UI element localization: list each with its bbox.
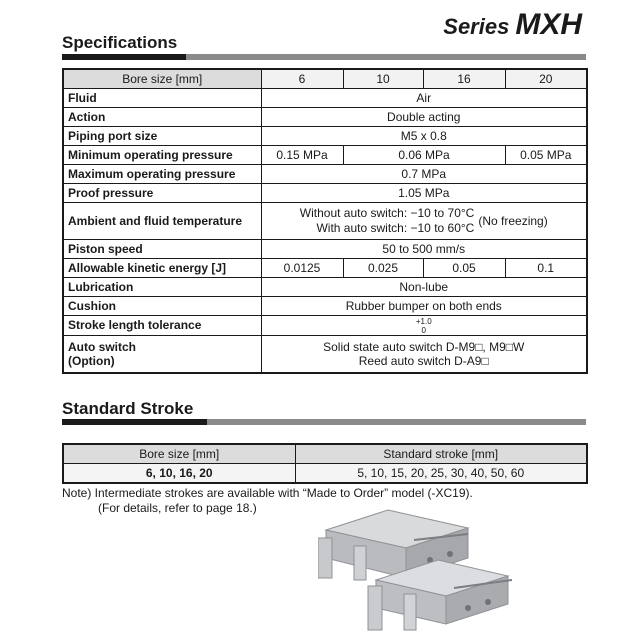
tolerance-upper: +1.0 [415, 316, 432, 326]
row-label: Lubrication [63, 278, 261, 297]
note-line: (For details, refer to page 18.) [98, 501, 257, 515]
table-row [63, 146, 587, 165]
note-line: Note) Intermediate strokes are available with “Made to Order” model (-XC19). [62, 486, 473, 500]
row-value: 50 to 500 mm/s [261, 240, 587, 259]
standard-stroke-title: Standard Stroke [62, 399, 194, 418]
reed-switch: Reed auto switch D-A9□ [358, 353, 489, 368]
table-row [63, 240, 587, 259]
row-label: Piping port size [63, 127, 261, 146]
table-row [63, 259, 587, 278]
stroke-values: 5, 10, 15, 20, 25, 30, 40, 50, 60 [295, 464, 587, 484]
section-divider [62, 419, 586, 425]
bore-20-header: 20 [505, 69, 587, 89]
row-value: 0.025 [343, 259, 423, 278]
row-value [261, 335, 587, 373]
series-heading [443, 8, 582, 42]
row-value: 0.0125 [261, 259, 343, 278]
solid-state-switch: Solid state auto switch D-M9□, M9□W [323, 339, 525, 354]
row-value: Non-lube [261, 278, 587, 297]
row-value: 0.06 MPa [343, 146, 505, 165]
bore-sizes: 6, 10, 16, 20 [63, 464, 295, 484]
bore-10-header: 10 [343, 69, 423, 89]
row-value [261, 316, 587, 336]
temp-without-switch: Without auto switch: −10 to 70°C [299, 206, 475, 220]
bore-size-header: Bore size [mm] [63, 69, 261, 89]
row-label: Maximum operating pressure [63, 165, 261, 184]
table-row [63, 184, 587, 203]
row-label: Action [63, 108, 261, 127]
section-divider [62, 54, 586, 60]
bore-16-header: 16 [423, 69, 505, 89]
row-value: 1.05 MPa [261, 184, 587, 203]
no-freezing-note: (No freezing) [478, 214, 548, 228]
row-value [261, 203, 587, 240]
table-header-row [63, 69, 587, 89]
specifications-table [62, 68, 588, 374]
row-value: 0.7 MPa [261, 165, 587, 184]
row-value: Rubber bumper on both ends [261, 297, 587, 316]
table-row [63, 108, 587, 127]
tolerance-value [416, 317, 432, 335]
row-label: Proof pressure [63, 184, 261, 203]
table-row [63, 335, 587, 373]
row-label: Minimum operating pressure [63, 146, 261, 165]
table-row [63, 464, 587, 484]
tolerance-lower: 0 [421, 325, 426, 335]
series-word: Series [443, 14, 510, 39]
auto-switch-label: Auto switch [68, 339, 136, 354]
row-value: Air [261, 89, 587, 108]
row-label: Cushion [63, 297, 261, 316]
table-row [63, 278, 587, 297]
option-label: (Option) [68, 353, 115, 368]
standard-stroke-table [62, 443, 588, 484]
row-value: 0.1 [505, 259, 587, 278]
row-value: M5 x 0.8 [261, 127, 587, 146]
table-row [63, 127, 587, 146]
row-value: 0.05 MPa [505, 146, 587, 165]
bore-size-header: Bore size [mm] [63, 444, 295, 464]
table-row [63, 89, 587, 108]
row-label [63, 335, 261, 373]
row-label: Stroke length tolerance [63, 316, 261, 336]
row-label: Fluid [63, 89, 261, 108]
row-value: Double acting [261, 108, 587, 127]
specifications-title: Specifications [62, 33, 178, 52]
row-label: Piston speed [63, 240, 261, 259]
table-row [63, 203, 587, 240]
product-image [318, 500, 514, 634]
row-label: Ambient and fluid temperature [63, 203, 261, 240]
table-row [63, 297, 587, 316]
standard-stroke-header: Standard stroke [mm] [295, 444, 587, 464]
temp-with-switch: With auto switch: −10 to 60°C [316, 221, 475, 235]
row-label: Allowable kinetic energy [J] [63, 259, 261, 278]
table-row [63, 316, 587, 336]
row-value: 0.15 MPa [261, 146, 343, 165]
bore-6-header: 6 [261, 69, 343, 89]
table-row [63, 165, 587, 184]
table-header-row [63, 444, 587, 464]
series-name: MXH [515, 8, 582, 41]
row-value: 0.05 [423, 259, 505, 278]
